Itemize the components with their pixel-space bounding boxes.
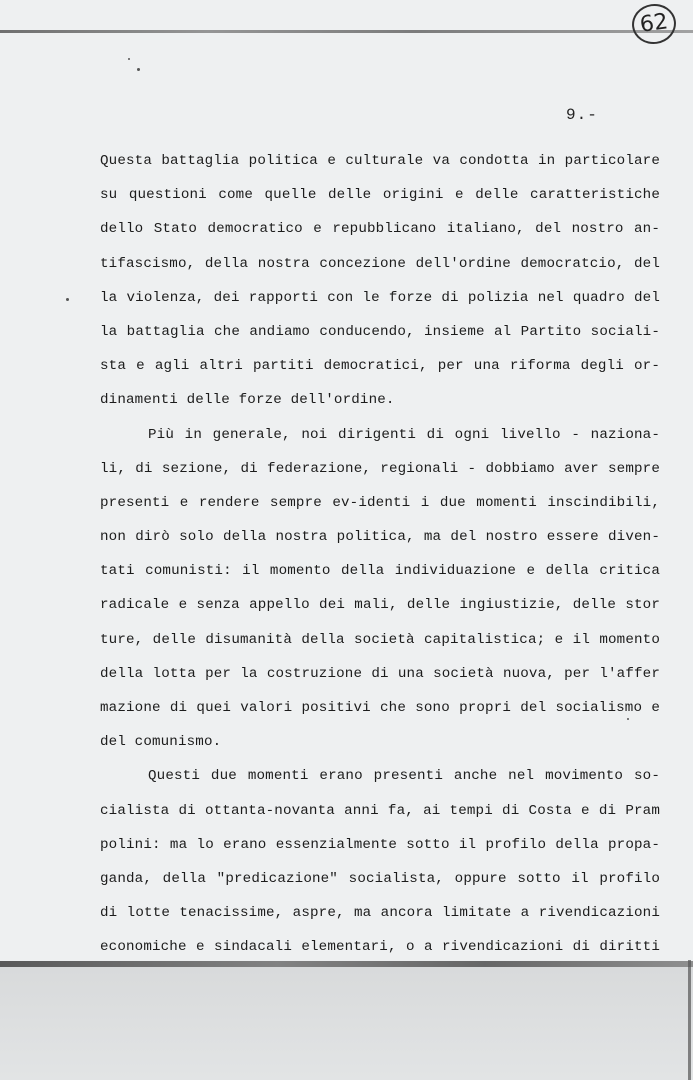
text-line: economiche e sindacali elementari, o a rivendicazioni di diritti (100, 939, 660, 956)
folio-stamp: 62 (629, 1, 678, 47)
scan-speck (128, 58, 130, 60)
text-line: tati comunisti: il momento della individuazione e della critica (100, 563, 660, 580)
text-line: radicale e senza appello dei mali, delle ingiustizie, delle stor (100, 597, 660, 614)
scan-speck (66, 298, 69, 301)
page-number: 9.- (566, 106, 598, 124)
text-line: ture, delle disumanità della società capitalistica; e il momento (100, 631, 660, 648)
text-line: cialista di ottanta-novanta anni fa, ai tempi di Costa e di Pram (100, 802, 660, 819)
text-line: sta e agli altri partiti democratici, per una riforma degli or- (100, 358, 660, 375)
text-line: su questioni come quelle delle origini e delle caratteristiche (100, 187, 660, 204)
text-line: della lotta per la costruzione di una società nuova, per l'affer (100, 665, 660, 682)
text-line: Questa battaglia politica e culturale va condotta in particolare (100, 153, 660, 169)
text-line: Più in generale, noi dirigenti di ogni livello - naziona- (148, 426, 660, 443)
text-line: dello Stato democratico e repubblicano italiano, del nostro an- (100, 221, 660, 238)
text-line: di lotte tenacissime, aspre, ma ancora limitate a rivendicazioni (100, 905, 660, 922)
text-line: Questi due momenti erano presenti anche nel movimento so- (148, 768, 660, 785)
text-line: tifascismo, della nostra concezione dell'ordine democratcio, del (100, 255, 660, 272)
text-line: presenti e rendere sempre ev-identi i due momenti inscindibili, (100, 494, 660, 511)
text-line: non dirò solo della nostra politica, ma del nostro essere diven- (100, 529, 660, 546)
text-line: dinamenti delle forze dell'ordine. (100, 392, 395, 409)
scan-speck (137, 68, 140, 71)
right-edge-shadow (688, 960, 691, 1080)
text-line: polini: ma lo erano essenzialmente sotto il profilo della propa- (100, 836, 660, 853)
text-line: del comunismo. (100, 734, 222, 751)
text-line: mazione di quei valori positivi che sono propri del socialismo e (100, 700, 660, 716)
top-edge-rule (0, 30, 693, 33)
text-line: li, di sezione, di federazione, regionali - dobbiamo aver sempre (100, 460, 660, 477)
text-line: ganda, della "predicazione" socialista, oppure sotto il profilo (100, 870, 660, 887)
body-text (100, 144, 660, 965)
underlying-page-band (0, 967, 693, 1080)
text-line: la violenza, dei rapporti con le forze di polizia nel quadro del (100, 289, 660, 306)
text-line: la battaglia che andiamo conducendo, insieme al Partito sociali- (100, 323, 660, 340)
